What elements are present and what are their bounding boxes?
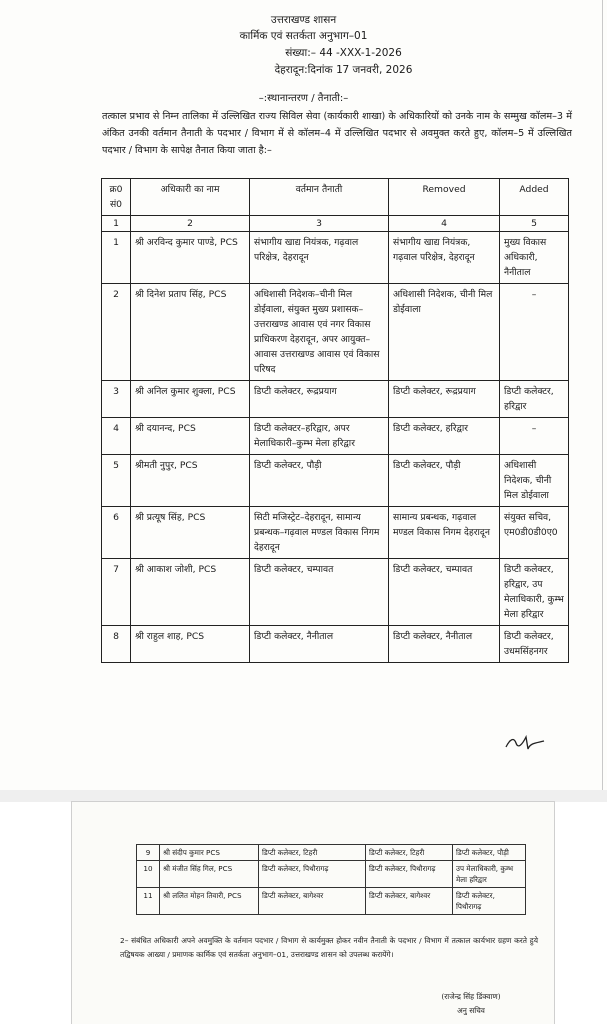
current-posting: डिप्टी कलेक्टर, नैनीताल [250,626,389,663]
table-row: 10 श्री मंजीत सिंह गिल, PCS डिप्टी कलेक्टर, पिथौरागढ़ डिप्टी कलेक्टर, पिथौरागढ़ उप मेलाधिकारी, कुम्भ मेला हरिद्वार [137,861,526,888]
removed-posting: संभागीय खाद्य नियंत्रक, गढ़वाल परिक्षेत्र, देहरादून [389,232,500,284]
order-date: देहरादून:दिनांक 17 जनवरी, 2026 [274,63,413,76]
col-number: 1 [102,216,131,232]
signatory-post: अनु सचिव [457,1006,485,1015]
officer-name: श्री अनिल कुमार शुक्ला, PCS [131,381,250,418]
officer-name: श्री अरविन्द कुमार पाण्डे, PCS [131,232,250,284]
current-posting: डिप्टी कलेक्टर–हरिद्वार, अपर मेलाधिकारी–कुम्भ मेला हरिद्वार [250,418,389,455]
col-header-added: Added [500,179,569,216]
current-posting: संभागीय खाद्य नियंत्रक, गढ़वाल परिक्षेत्र, देहरादून [250,232,389,284]
signatory-block [406,990,536,1018]
col-number: 4 [389,216,500,232]
govt-title: उत्तराखण्ड शासन [270,14,337,26]
table-row: 1 श्री अरविन्द कुमार पाण्डे, PCS संभागीय खाद्य नियंत्रक, गढ़वाल परिक्षेत्र, देहरादून संभागीय खाद्य नियंत्रक, गढ़वाल परिक्षेत्र, देहरादून मुख्य विकास अधिकारी, नैनीताल [102,232,569,284]
col-header-sn: क्र0 सं0 [102,179,131,216]
table-row: 5 श्रीमती नुपुर, PCS डिप्टी कलेक्टर, पौड़ी डिप्टी कलेक्टर, पौड़ी अधिशासी निदेशक, चीनी मिल डोईवाला [102,455,569,507]
added-posting: अधिशासी निदेशक, चीनी मिल डोईवाला [500,455,569,507]
transfer-table [101,178,569,663]
current-posting: अधिशासी निदेशक–चीनी मिल डोईवाला, संयुक्त मुख्य प्रशासक–उत्तराखण्ड आवास एवं नगर विकास प्राधिकरण देहरादून, अपर आयुक्त–आवास उत्तराखण्ड आवास एवं विकास परिषद [250,284,389,381]
removed-posting: अधिशासी निदेशक, चीनी मिल डोईवाला [389,284,500,381]
col-number: 3 [250,216,389,232]
officer-name: श्री आकाश जोशी, PCS [131,559,250,626]
removed-posting: डिप्टी कलेक्टर, टिहरी [366,845,453,861]
added-posting: डिप्टी कलेक्टर, पिथौरागढ़ [453,888,526,915]
col-header-current: वर्तमान तैनाती [250,179,389,216]
current-posting: डिप्टी कलेक्टर, पिथौरागढ़ [259,861,366,888]
added-posting: डिप्टी कलेक्टर, हरिद्वार, उप मेलाधिकारी, कुम्भ मेला हरिद्वार [500,559,569,626]
officer-name: श्री दयानन्द, PCS [131,418,250,455]
table-row: 11 श्री ललित मोहन तिवारी, PCS डिप्टी कलेक्टर, बागेश्वर डिप्टी कलेक्टर, बागेश्वर डिप्टी कलेक्टर, पिथौरागढ़ [137,888,526,915]
initials-signature-mark [500,725,550,755]
page-separator [0,790,607,802]
officer-name: श्री दिनेश प्रताप सिंह, PCS [131,284,250,381]
table-row: 6 श्री प्रत्यूष सिंह, PCS सिटी मजिस्ट्रेट–देहरादून, सामान्य प्रबन्धक–गढ़वाल मण्डल विकास निगम देहरादून सामान्य प्रबन्धक, गढ़वाल मण्डल विकास निगम देहरादून संयुक्त सचिव, एम0डी0डी0ए0 [102,507,569,559]
officer-name: श्री मंजीत सिंह गिल, PCS [160,861,259,888]
removed-posting: डिप्टी कलेक्टर, बागेश्वर [366,888,453,915]
table-row: 9 श्री संदीप कुमार PCS डिप्टी कलेक्टर, टिहरी डिप्टी कलेक्टर, टिहरी डिप्टी कलेक्टर, पौड़ी [137,845,526,861]
col-header-name: अधिकारी का नाम [131,179,250,216]
current-posting: डिप्टी कलेक्टर, रूद्रप्रयाग [250,381,389,418]
signatory-name: (राजेन्द्र सिंह डिंक्वाण) [441,992,501,1001]
intro-paragraph: तत्काल प्रभाव से निम्न तालिका में उल्लिखित राज्य सिविल सेवा (कार्यकारी शाखा) के अधिकारियों को उनके नाम के सम्मुख कॉलम–3 में अंकित उनकी वर्तमान तैनाती के पदभार / विभाग में से कॉलम–4 में उल्लिखित पदभार से अवमुक्त करते हुए, कॉलम–5 में उल्लिखित पदभार / विभाग के सापेक्ष तैनात किया जाता है:– [102,111,572,156]
section-title: कार्मिक एवं सतर्कता अनुभाग–01 [239,30,368,42]
order-page-2 [72,802,554,1024]
added-posting: डिप्टी कलेक्टर, पौड़ी [453,845,526,861]
order-number: संख्या:– 44 -XXX-1-2026 [285,46,402,59]
current-posting: डिप्टी कलेक्टर, पौड़ी [250,455,389,507]
current-posting: डिप्टी कलेक्टर, टिहरी [259,845,366,861]
added-posting: संयुक्त सचिव, एम0डी0डी0ए0 [500,507,569,559]
officer-name: श्री ललित मोहन तिवारी, PCS [160,888,259,915]
added-posting: मुख्य विकास अधिकारी, नैनीताल [500,232,569,284]
current-posting: डिप्टी कलेक्टर, चम्पावत [250,559,389,626]
officer-name: श्री प्रत्यूष सिंह, PCS [131,507,250,559]
removed-posting: डिप्टी कलेक्टर, रूद्रप्रयाग [389,381,500,418]
officer-name: श्री राहुल शाह, PCS [131,626,250,663]
table-row: 7 श्री आकाश जोशी, PCS डिप्टी कलेक्टर, चम्पावत डिप्टी कलेक्टर, चम्पावत डिप्टी कलेक्टर, हरिद्वार, उप मेलाधिकारी, कुम्भ मेला हरिद्वार [102,559,569,626]
subject-line: –:स्थानान्तरण / तैनाती:– [258,93,349,104]
officer-name: श्री संदीप कुमार PCS [160,845,259,861]
removed-posting: डिप्टी कलेक्टर, पौड़ी [389,455,500,507]
removed-posting: डिप्टी कलेक्टर, चम्पावत [389,559,500,626]
col-header-removed: Removed [389,179,500,216]
removed-posting: डिप्टी कलेक्टर, हरिद्वार [389,418,500,455]
officer-name: श्रीमती नुपुर, PCS [131,455,250,507]
removed-posting: डिप्टी कलेक्टर, पिथौरागढ़ [366,861,453,888]
table-row: 2 श्री दिनेश प्रताप सिंह, PCS अधिशासी निदेशक–चीनी मिल डोईवाला, संयुक्त मुख्य प्रशासक–उत्तराखण्ड आवास एवं नगर विकास प्राधिकरण देहरादून, अपर आयुक्त–आवास उत्तराखण्ड आवास एवं विकास परिषद अधिशासी निदेशक, चीनी मिल डोईवाला – [102,284,569,381]
table-row: 8 श्री राहुल शाह, PCS डिप्टी कलेक्टर, नैनीताल डिप्टी कलेक्टर, नैनीताल डिप्टी कलेक्टर, उधमसिंहनगर [102,626,569,663]
transfer-table-continued [136,844,526,915]
current-posting: सिटी मजिस्ट्रेट–देहरादून, सामान्य प्रबन्धक–गढ़वाल मण्डल विकास निगम देहरादून [250,507,389,559]
table-row: 3 श्री अनिल कुमार शुक्ला, PCS डिप्टी कलेक्टर, रूद्रप्रयाग डिप्टी कलेक्टर, रूद्रप्रयाग डिप्टी कलेक्टर, हरिद्वार [102,381,569,418]
added-posting: – [500,418,569,455]
col-number: 2 [131,216,250,232]
added-posting: उप मेलाधिकारी, कुम्भ मेला हरिद्वार [453,861,526,888]
instruction-paragraph: 2– संबंधित अधिकारी अपने अवमुक्ति के वर्तमान पदभार / विभाग से कार्यमुक्त होकर नवीन तैनाती के पदभार / विभाग में तत्काल कार्यभार ग्रहण करते हुये तद्विषयक आख्या / प्रमाणक कार्मिक एवं सतर्कता अनुभाग–01, उत्तराखण्ड शासन को उपलब्ध करायेंगे। [120,936,538,959]
current-posting: डिप्टी कलेक्टर, बागेश्वर [259,888,366,915]
order-number-handwritten: 44 [319,46,333,59]
added-posting: डिप्टी कलेक्टर, उधमसिंहनगर [500,626,569,663]
table-row: 4 श्री दयानन्द, PCS डिप्टी कलेक्टर–हरिद्वार, अपर मेलाधिकारी–कुम्भ मेला हरिद्वार डिप्टी कलेक्टर, हरिद्वार – [102,418,569,455]
added-posting: – [500,284,569,381]
col-number: 5 [500,216,569,232]
removed-posting: सामान्य प्रबन्धक, गढ़वाल मण्डल विकास निगम देहरादून [389,507,500,559]
order-date-handwritten: 17 [335,63,350,76]
removed-posting: डिप्टी कलेक्टर, नैनीताल [389,626,500,663]
added-posting: डिप्टी कलेक्टर, हरिद्वार [500,381,569,418]
